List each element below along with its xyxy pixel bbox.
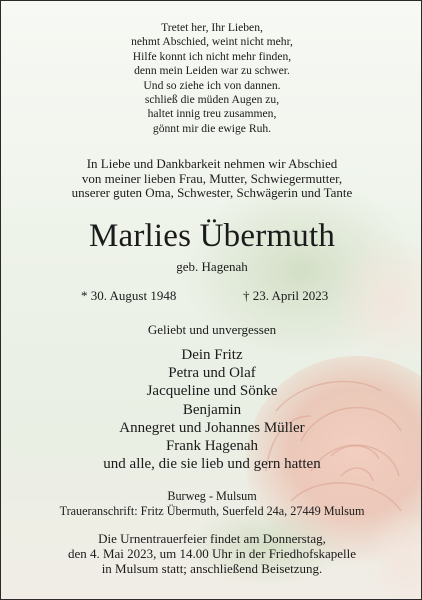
intro-line: In Liebe und Dankbarkeit nehmen wir Abschied <box>86 156 338 171</box>
birth-date: * 30. August 1948 <box>81 288 177 303</box>
mourner: Petra und Olaf <box>168 365 256 382</box>
intro-line: von meiner lieben Frau, Mutter, Schwiegermutter, <box>81 170 343 186</box>
poem-line: schließ die müden Augen zu, <box>144 93 280 107</box>
ceremony-notice <box>1 531 422 576</box>
ceremony-line: Die Urnentrauerfeier findet am Donnerstag, <box>98 531 326 546</box>
poem-line: Und so ziehe ich von dannen. <box>143 78 281 92</box>
poem-line: gönnt mir die ewige Ruh. <box>152 121 272 135</box>
remembrance-line: Geliebt und unvergessen <box>147 322 277 337</box>
mourner: Benjamin <box>182 401 242 418</box>
poem-line: Tretet her, Ihr Lieben, <box>161 21 263 34</box>
obituary-content <box>1 1 422 600</box>
deceased-name: Marlies Übermuth <box>88 218 336 254</box>
ceremony-line: in Mulsum statt; anschließend Beisetzung. <box>101 561 323 576</box>
mourner: Frank Hagenah <box>165 438 259 455</box>
mourners-list <box>1 346 422 473</box>
address: Traueranschrift: Fritz Übermuth, Suerfeld 24a, 27449 Mulsum <box>59 504 365 518</box>
poem <box>1 21 422 136</box>
poem-line: nehmt Abschied, weint nicht mehr, <box>131 35 293 49</box>
poem-line: denn mein Leiden war zu schwer. <box>134 64 290 78</box>
mourner: Annegret und Johannes Müller <box>119 419 305 436</box>
mourner: und alle, die sie lieb und gern hatten <box>103 456 321 473</box>
location: Burweg - Mulsum <box>167 489 257 503</box>
farewell-intro <box>1 157 422 201</box>
poem-line: Hilfe konnt ich nicht mehr finden, <box>132 49 292 63</box>
mourner: Dein Fritz <box>181 347 243 363</box>
intro-line: unserer guten Oma, Schwester, Schwägerin und Tante <box>71 185 353 201</box>
mourning-address <box>1 489 422 519</box>
death-date: † 23. April 2023 <box>243 288 329 303</box>
born-name: geb. Hagenah <box>176 259 248 274</box>
poem-line: haltet innig treu zusammen, <box>147 107 277 121</box>
ceremony-line: den 4. Mai 2023, um 14.00 Uhr in der Friedhofskapelle <box>67 546 357 561</box>
mourner: Jacqueline und Sönke <box>146 383 278 400</box>
